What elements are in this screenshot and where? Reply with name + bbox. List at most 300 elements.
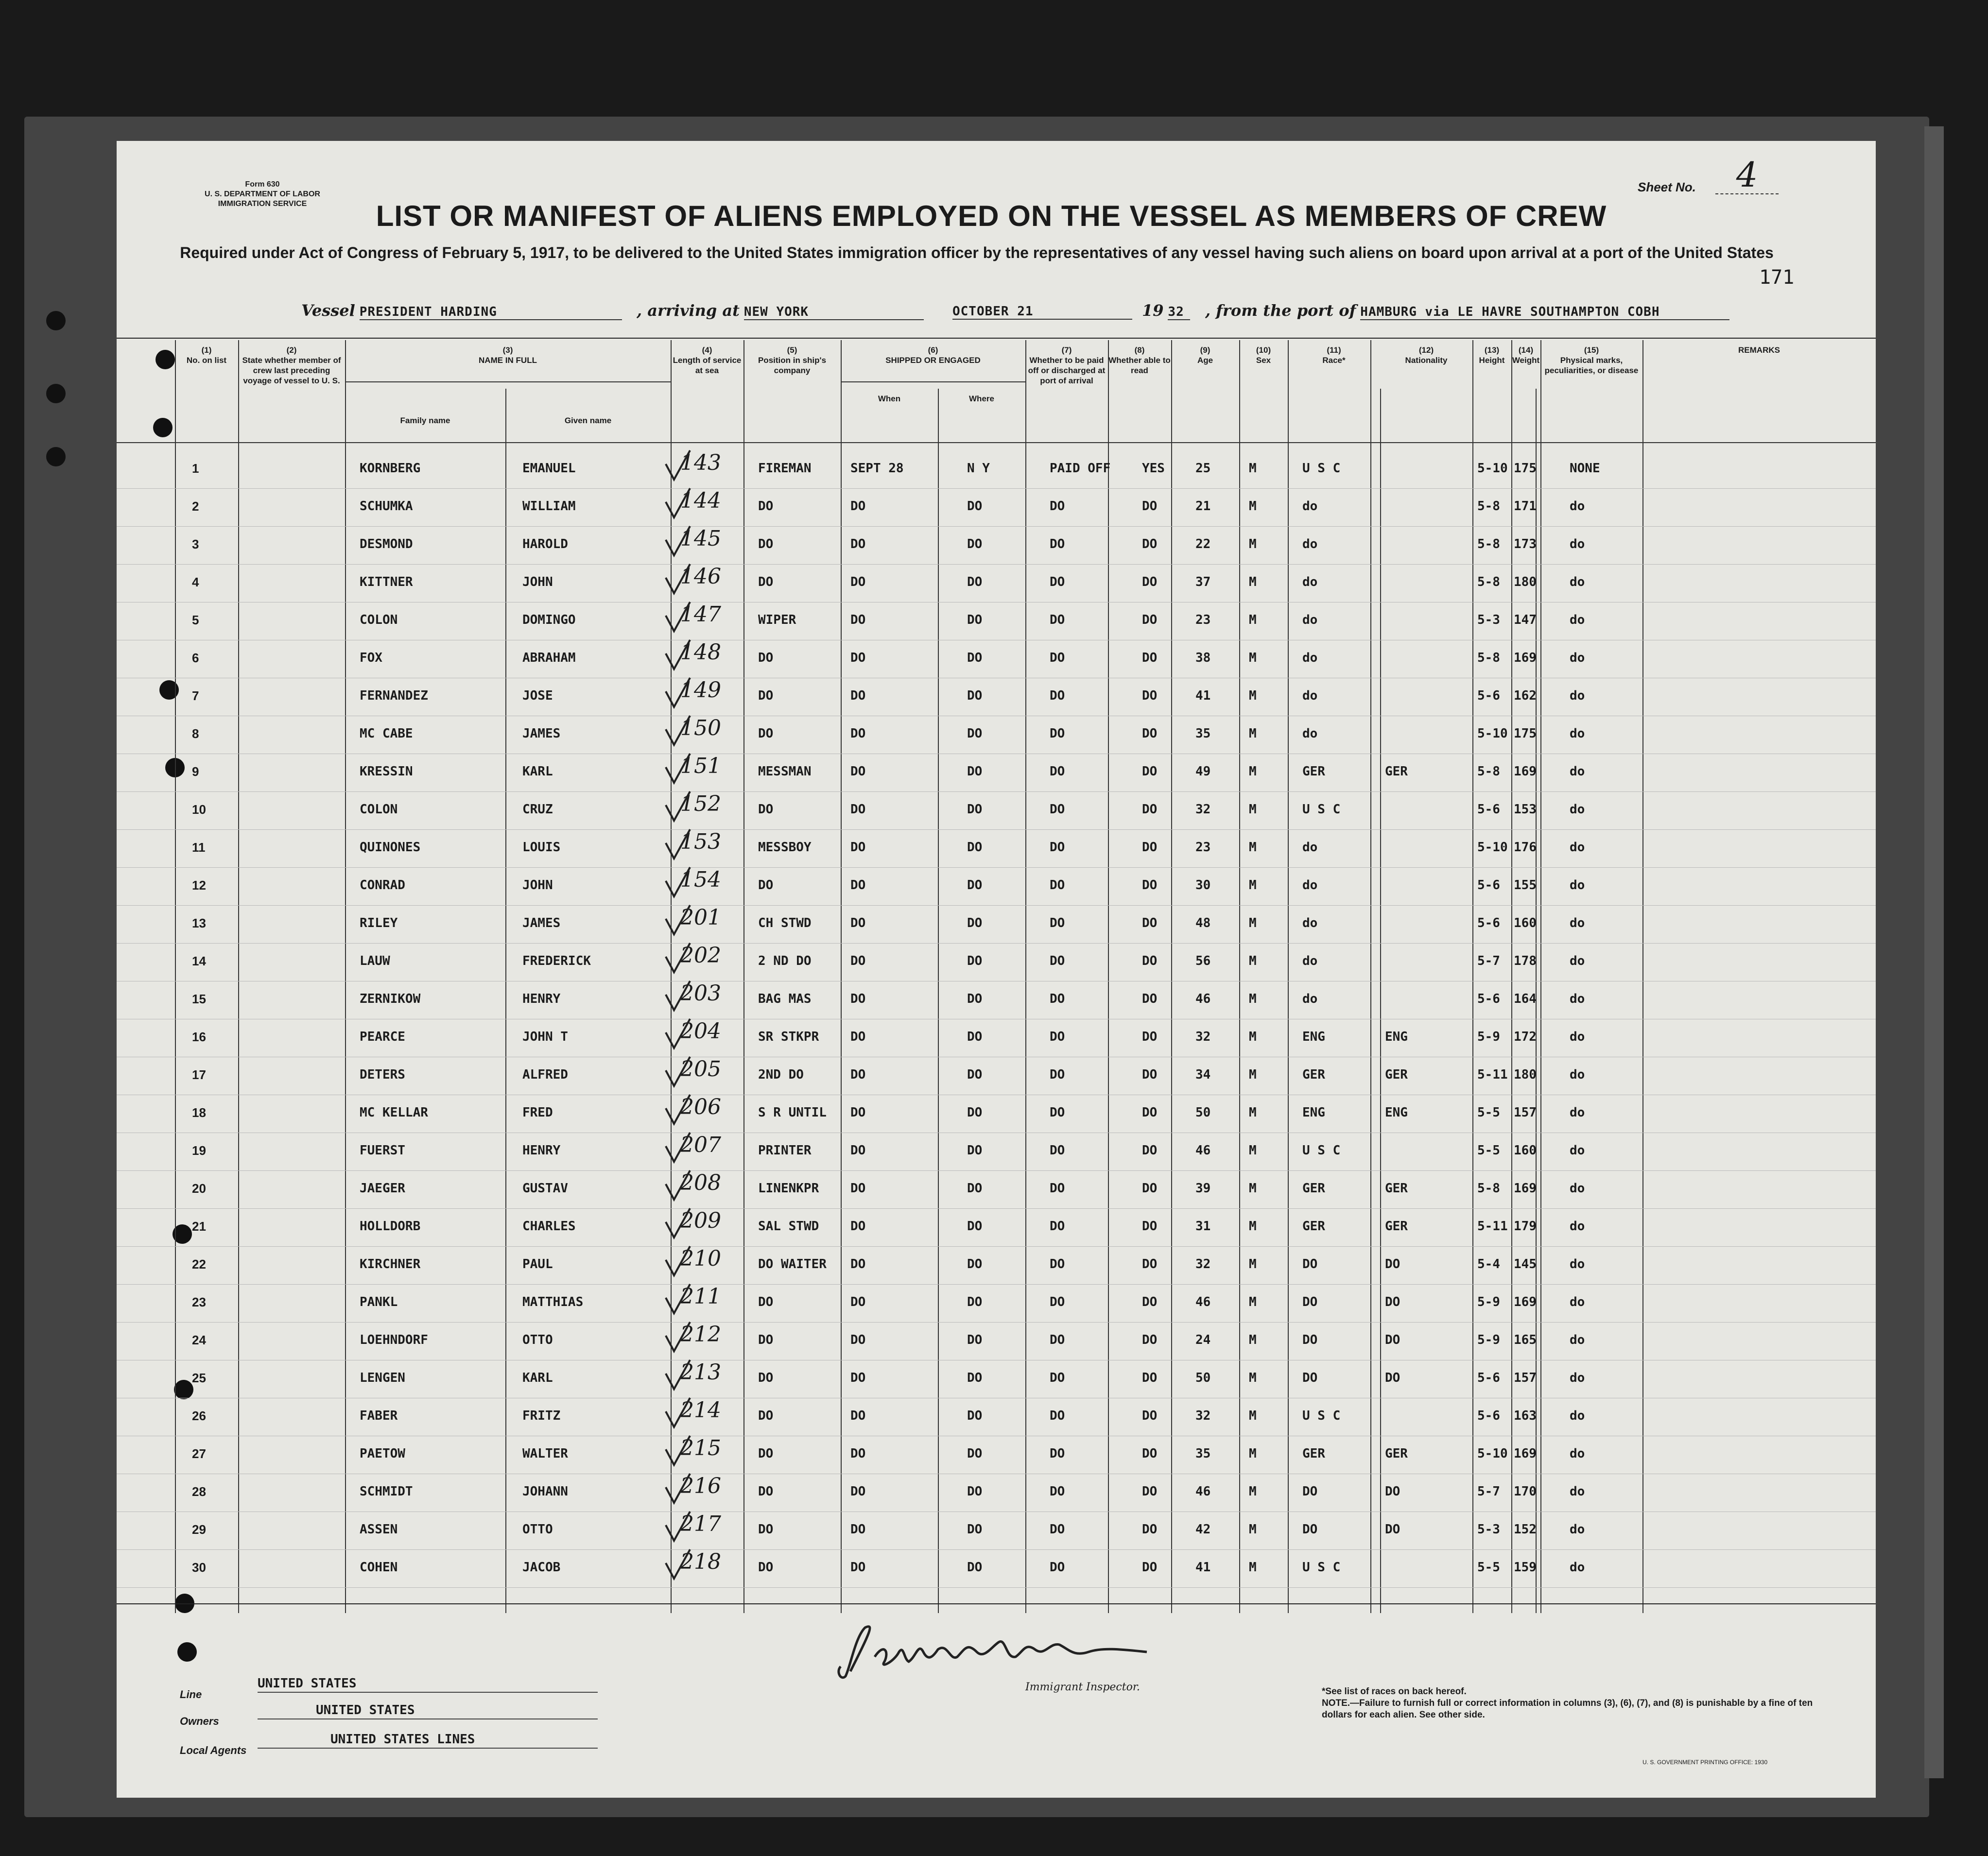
cell-height: 5-10 <box>1477 726 1508 741</box>
backing-edge <box>1924 126 1944 1778</box>
cell-when: DO <box>850 764 866 779</box>
cell-position: BAG MAS <box>758 992 812 1006</box>
cell-weight: 180 <box>1514 575 1537 589</box>
cell-no: 26 <box>192 1409 206 1423</box>
column-divider <box>1511 340 1512 1613</box>
header-bottom-rule <box>117 442 1876 443</box>
cell-race: do <box>1302 840 1318 855</box>
cell-age: 46 <box>1195 1484 1211 1499</box>
cell-where: N Y <box>967 461 990 476</box>
cell-family: COLON <box>360 802 398 817</box>
cell-nat: DO <box>1385 1522 1400 1537</box>
cell-height: 5-8 <box>1477 764 1500 779</box>
cell-when: DO <box>850 726 866 741</box>
cell-age: 49 <box>1195 764 1211 779</box>
header-rule <box>117 338 1876 339</box>
cell-when: DO <box>850 688 866 703</box>
cell-marks: do <box>1570 1181 1585 1196</box>
cell-paid: DO <box>1050 1446 1065 1461</box>
column-header: (6) SHIPPED OR ENGAGED <box>885 345 981 365</box>
cell-height: 5-7 <box>1477 1484 1500 1499</box>
cell-no: 11 <box>192 840 206 855</box>
cell-nat: GER <box>1385 1219 1408 1234</box>
cell-given: HAROLD <box>522 537 568 551</box>
cell-sex: M <box>1249 1181 1257 1196</box>
cell-given: JACOB <box>522 1560 561 1575</box>
cell-service: 204 <box>680 1019 721 1044</box>
checkmark-icon <box>663 1283 692 1317</box>
column-divider <box>1472 340 1473 1613</box>
cell-weight: 180 <box>1514 1067 1537 1082</box>
cell-height: 5-9 <box>1477 1030 1500 1044</box>
column-header: (5) Position in ship's company <box>758 345 827 375</box>
cell-marks: do <box>1570 575 1585 589</box>
cell-sex: M <box>1249 1030 1257 1044</box>
cell-no: 24 <box>192 1333 206 1347</box>
cell-paid: DO <box>1050 688 1065 703</box>
cell-position: MESSMAN <box>758 764 812 779</box>
cell-service: 154 <box>680 867 721 892</box>
cell-service: 145 <box>680 526 721 551</box>
cell-service: 205 <box>680 1057 721 1082</box>
cell-age: 23 <box>1195 613 1211 627</box>
cell-age: 35 <box>1195 726 1211 741</box>
checkmark-icon <box>663 1018 692 1052</box>
cell-race: do <box>1302 651 1318 665</box>
cell-no: 4 <box>192 575 199 589</box>
cell-age: 56 <box>1195 954 1211 968</box>
cell-paid: DO <box>1050 1522 1065 1537</box>
cell-height: 5-8 <box>1477 499 1500 514</box>
column-header: (7) Whether to be paid off or discharged at port of arrival <box>1028 345 1106 385</box>
cell-no: 5 <box>192 613 199 627</box>
column-divider <box>345 340 346 1613</box>
cell-no: 8 <box>192 726 199 741</box>
cell-race: GER <box>1302 1181 1325 1196</box>
cell-sex: M <box>1249 764 1257 779</box>
footnote <box>1322 1686 1817 1721</box>
cell-family: JAEGER <box>360 1181 405 1196</box>
cell-where: DO <box>967 802 983 817</box>
cell-read: DO <box>1142 1219 1158 1234</box>
cell-position: DO <box>758 1560 774 1575</box>
column-header: (2) State whether member of crew last preceding voyage of vessel to U. S. <box>242 345 341 385</box>
row-rule <box>117 526 1876 527</box>
cell-where: DO <box>967 954 983 968</box>
row-rule <box>117 1284 1876 1285</box>
cell-read: DO <box>1142 688 1158 703</box>
cell-no: 18 <box>192 1105 206 1120</box>
cell-family: FERNANDEZ <box>360 688 428 703</box>
cell-sex: M <box>1249 1371 1257 1385</box>
cell-position: DO <box>758 878 774 893</box>
cell-when: DO <box>850 1333 866 1347</box>
checkmark-icon <box>663 487 692 521</box>
row-rule <box>117 1587 1876 1588</box>
checkmark-icon <box>663 1435 692 1469</box>
cell-read: DO <box>1142 764 1158 779</box>
column-header: (10) Sex <box>1256 345 1271 365</box>
cell-service: 215 <box>680 1436 721 1461</box>
cell-given: JOHN T <box>522 1030 568 1044</box>
row-rule <box>117 488 1876 489</box>
cell-marks: do <box>1570 1219 1585 1234</box>
cell-read: DO <box>1142 878 1158 893</box>
cell-age: 32 <box>1195 1257 1211 1272</box>
cell-marks: do <box>1570 954 1585 968</box>
cell-paid: DO <box>1050 537 1065 551</box>
cell-service: 153 <box>680 829 721 854</box>
cell-service: 203 <box>680 981 721 1006</box>
cell-given: JOHANN <box>522 1484 568 1499</box>
cell-race: do <box>1302 916 1318 930</box>
cell-marks: do <box>1570 1409 1585 1423</box>
cell-marks: do <box>1570 916 1585 930</box>
cell-height: 5-10 <box>1477 840 1508 855</box>
cell-service: 210 <box>680 1246 721 1271</box>
cell-family: COHEN <box>360 1560 398 1575</box>
checkmark-icon <box>663 1132 692 1166</box>
cell-where: DO <box>967 1333 983 1347</box>
cell-race: U S C <box>1302 1560 1341 1575</box>
cell-where: DO <box>967 878 983 893</box>
cell-family: LOEHNDORF <box>360 1333 428 1347</box>
cell-age: 35 <box>1195 1446 1211 1461</box>
cell-weight: 159 <box>1514 1560 1537 1575</box>
cell-read: DO <box>1142 1484 1158 1499</box>
cell-weight: 175 <box>1514 461 1537 476</box>
row-rule <box>117 791 1876 792</box>
cell-read: YES <box>1142 461 1165 476</box>
cell-sex: M <box>1249 1409 1257 1423</box>
cell-service: 216 <box>680 1474 721 1498</box>
cell-marks: do <box>1570 764 1585 779</box>
agents-value: UNITED STATES LINES <box>258 1732 598 1749</box>
cell-when: DO <box>850 878 866 893</box>
row-rule <box>117 1322 1876 1323</box>
cell-weight: 169 <box>1514 1446 1537 1461</box>
cell-service: 213 <box>680 1360 721 1385</box>
cell-no: 30 <box>192 1560 206 1575</box>
cell-paid: DO <box>1050 1181 1065 1196</box>
cell-read: DO <box>1142 651 1158 665</box>
binder-hole <box>46 311 66 330</box>
cell-where: DO <box>967 764 983 779</box>
column-divider <box>1370 340 1371 1613</box>
cell-weight: 157 <box>1514 1105 1537 1120</box>
cell-given: MATTHIAS <box>522 1295 584 1309</box>
cell-height: 5-7 <box>1477 954 1500 968</box>
cell-paid: DO <box>1050 1067 1065 1082</box>
cell-service: 148 <box>680 640 721 665</box>
checkmark-icon <box>663 1056 692 1090</box>
cell-paid: DO <box>1050 1409 1065 1423</box>
cell-paid: DO <box>1050 802 1065 817</box>
cell-race: do <box>1302 575 1318 589</box>
cell-read: DO <box>1142 499 1158 514</box>
cell-read: DO <box>1142 1446 1158 1461</box>
cell-height: 5-6 <box>1477 688 1500 703</box>
column-header: (3) NAME IN FULL <box>479 345 537 365</box>
cell-sex: M <box>1249 1257 1257 1272</box>
cell-marks: do <box>1570 1257 1585 1272</box>
cell-sex: M <box>1249 1484 1257 1499</box>
checkmark-icon <box>663 449 692 483</box>
cell-race: U S C <box>1302 1143 1341 1158</box>
cell-given: KARL <box>522 764 553 779</box>
cell-service: 214 <box>680 1398 721 1423</box>
print-reference: U. S. GOVERNMENT PRINTING OFFICE: 1930 <box>1642 1759 1768 1766</box>
crew-table <box>117 340 1876 1613</box>
cell-given: FREDERICK <box>522 954 591 968</box>
cell-race: ENG <box>1302 1105 1325 1120</box>
cell-sex: M <box>1249 537 1257 551</box>
cell-service: 152 <box>680 791 721 816</box>
cell-when: DO <box>850 1219 866 1234</box>
cell-sex: M <box>1249 651 1257 665</box>
cell-paid: DO <box>1050 1295 1065 1309</box>
column-divider <box>1108 340 1109 1613</box>
cell-family: PANKL <box>360 1295 398 1309</box>
cell-paid: DO <box>1050 992 1065 1006</box>
cell-given: DOMINGO <box>522 613 576 627</box>
column-divider <box>743 340 744 1613</box>
sheet-number-label: Sheet No. <box>1638 180 1696 194</box>
cell-race: GER <box>1302 1067 1325 1082</box>
cell-service: 218 <box>680 1549 721 1574</box>
cell-paid: DO <box>1050 1257 1065 1272</box>
cell-age: 50 <box>1195 1105 1211 1120</box>
binder-hole <box>46 447 66 466</box>
cell-no: 23 <box>192 1295 206 1309</box>
checkmark-icon <box>663 563 692 597</box>
cell-when: DO <box>850 954 866 968</box>
cell-service: 146 <box>680 564 721 589</box>
cell-height: 5-10 <box>1477 1446 1508 1461</box>
page-title: LIST OR MANIFEST OF ALIENS EMPLOYED ON THE VESSEL AS MEMBERS OF CREW <box>376 200 1607 232</box>
cell-race: do <box>1302 726 1318 741</box>
cell-position: DO <box>758 575 774 589</box>
cell-where: DO <box>967 613 983 627</box>
inspector-signature <box>831 1623 1171 1681</box>
cell-read: DO <box>1142 840 1158 855</box>
cell-service: 143 <box>680 450 721 475</box>
cell-position: DO <box>758 1409 774 1423</box>
cell-nat: ENG <box>1385 1030 1408 1044</box>
cell-age: 32 <box>1195 1030 1211 1044</box>
column-header: (12) Nationality <box>1405 345 1448 365</box>
cell-no: 21 <box>192 1219 206 1234</box>
arriving-label: , arriving at <box>637 301 740 320</box>
checkmark-icon <box>663 866 692 900</box>
cell-marks: do <box>1570 1371 1585 1385</box>
cell-when: DO <box>850 1484 866 1499</box>
cell-read: DO <box>1142 613 1158 627</box>
cell-where: DO <box>967 1105 983 1120</box>
cell-age: 31 <box>1195 1219 1211 1234</box>
cell-where: DO <box>967 499 983 514</box>
column-divider <box>505 389 506 1613</box>
checkmark-icon <box>663 639 692 673</box>
cell-marks: do <box>1570 651 1585 665</box>
cell-race: do <box>1302 613 1318 627</box>
cell-race: GER <box>1302 1219 1325 1234</box>
cell-weight: 165 <box>1514 1333 1537 1347</box>
row-rule <box>117 829 1876 830</box>
cell-marks: do <box>1570 1333 1585 1347</box>
cell-where: DO <box>967 1371 983 1385</box>
cell-height: 5-8 <box>1477 537 1500 551</box>
cell-where: DO <box>967 1257 983 1272</box>
cell-read: DO <box>1142 1522 1158 1537</box>
cell-paid: DO <box>1050 1333 1065 1347</box>
cell-given: OTTO <box>522 1522 553 1537</box>
cell-age: 48 <box>1195 916 1211 930</box>
cell-family: HOLLDORB <box>360 1219 421 1234</box>
cell-position: DO <box>758 1295 774 1309</box>
cell-when: DO <box>850 802 866 817</box>
cell-weight: 169 <box>1514 651 1537 665</box>
cell-age: 25 <box>1195 461 1211 476</box>
cell-given: HENRY <box>522 992 561 1006</box>
cell-paid: DO <box>1050 954 1065 968</box>
cell-marks: do <box>1570 992 1585 1006</box>
cell-given: EMANUEL <box>522 461 576 476</box>
row-rule <box>117 905 1876 906</box>
column-divider <box>1171 340 1172 1613</box>
cell-nat: ENG <box>1385 1105 1408 1120</box>
cell-when: DO <box>850 1409 866 1423</box>
checkmark-icon <box>663 828 692 862</box>
checkmark-icon <box>663 1245 692 1279</box>
cell-no: 14 <box>192 954 206 968</box>
vessel-name: PRESIDENT HARDING <box>360 305 622 320</box>
cell-no: 10 <box>192 802 206 817</box>
cell-family: ASSEN <box>360 1522 398 1537</box>
cell-sex: M <box>1249 726 1257 741</box>
checkmark-icon <box>663 601 692 635</box>
cell-given: LOUIS <box>522 840 561 855</box>
cell-when: DO <box>850 1257 866 1272</box>
cell-age: 32 <box>1195 802 1211 817</box>
cell-age: 21 <box>1195 499 1211 514</box>
cell-sex: M <box>1249 1522 1257 1537</box>
cell-age: 46 <box>1195 1295 1211 1309</box>
cell-service: 209 <box>680 1208 721 1233</box>
cell-no: 15 <box>192 992 206 1006</box>
cell-when: DO <box>850 1067 866 1082</box>
cell-where: DO <box>967 537 983 551</box>
cell-paid: DO <box>1050 1105 1065 1120</box>
column-header: Family name <box>400 416 450 425</box>
cell-given: KARL <box>522 1371 553 1385</box>
cell-nat: GER <box>1385 1067 1408 1082</box>
binder-hole <box>46 384 66 403</box>
cell-when: DO <box>850 575 866 589</box>
cell-height: 5-8 <box>1477 575 1500 589</box>
cell-race: ENG <box>1302 1030 1325 1044</box>
cell-age: 23 <box>1195 840 1211 855</box>
cell-paid: DO <box>1050 726 1065 741</box>
cell-weight: 155 <box>1514 878 1537 893</box>
cell-family: QUINONES <box>360 840 421 855</box>
cell-service: 150 <box>680 716 721 740</box>
cell-paid: DO <box>1050 916 1065 930</box>
cell-position: DO <box>758 726 774 741</box>
cell-given: OTTO <box>522 1333 553 1347</box>
cell-height: 5-3 <box>1477 1522 1500 1537</box>
cell-age: 39 <box>1195 1181 1211 1196</box>
cell-no: 6 <box>192 651 199 665</box>
cell-when: DO <box>850 613 866 627</box>
column-divider <box>1380 389 1381 1613</box>
cell-position: DO <box>758 1484 774 1499</box>
cell-no: 1 <box>192 461 199 476</box>
cell-marks: do <box>1570 1295 1585 1309</box>
cell-weight: 152 <box>1514 1522 1537 1537</box>
cell-family: KIRCHNER <box>360 1257 421 1272</box>
inspector-label: Immigrant Inspector. <box>1025 1681 1140 1693</box>
cell-marks: do <box>1570 1030 1585 1044</box>
cell-sex: M <box>1249 1105 1257 1120</box>
cell-position: DO <box>758 688 774 703</box>
arrival-year: 32 <box>1168 305 1190 320</box>
arrival-date: OCTOBER 21 <box>952 304 1132 320</box>
cell-position: CH STWD <box>758 916 812 930</box>
checkmark-icon <box>663 1511 692 1545</box>
cell-paid: DO <box>1050 840 1065 855</box>
cell-height: 5-6 <box>1477 916 1500 930</box>
cell-read: DO <box>1142 537 1158 551</box>
cell-read: DO <box>1142 1067 1158 1082</box>
cell-marks: do <box>1570 1446 1585 1461</box>
cell-given: CRUZ <box>522 802 553 817</box>
cell-nat: DO <box>1385 1333 1400 1347</box>
cell-weight: 157 <box>1514 1371 1537 1385</box>
cell-position: DO <box>758 651 774 665</box>
cell-family: DETERS <box>360 1067 405 1082</box>
cell-paid: DO <box>1050 1371 1065 1385</box>
cell-race: do <box>1302 537 1318 551</box>
cell-read: DO <box>1142 1143 1158 1158</box>
owners-value: UNITED STATES <box>258 1703 598 1719</box>
cell-no: 7 <box>192 688 199 703</box>
cell-family: LAUW <box>360 954 390 968</box>
owners-label: Owners <box>180 1715 219 1727</box>
cell-given: FRITZ <box>522 1409 561 1423</box>
cell-position: MESSBOY <box>758 840 812 855</box>
race-note: *See list of races on back hereof. <box>1322 1686 1467 1697</box>
cell-weight: 169 <box>1514 764 1537 779</box>
cell-age: 22 <box>1195 537 1211 551</box>
cell-race: DO <box>1302 1295 1318 1309</box>
cell-given: FRED <box>522 1105 553 1120</box>
cell-read: DO <box>1142 1030 1158 1044</box>
cell-sex: M <box>1249 878 1257 893</box>
signature-text: John Wallace <box>1001 1663 1033 1668</box>
cell-weight: 164 <box>1514 992 1537 1006</box>
cell-given: WILLIAM <box>522 499 576 514</box>
origin-port: HAMBURG via LE HAVRE SOUTHAMPTON COBH <box>1360 305 1729 320</box>
cell-sex: M <box>1249 499 1257 514</box>
cell-height: 5-10 <box>1477 461 1508 476</box>
cell-age: 41 <box>1195 688 1211 703</box>
cell-read: DO <box>1142 1371 1158 1385</box>
cell-read: DO <box>1142 1181 1158 1196</box>
cell-paid: DO <box>1050 613 1065 627</box>
cell-service: 207 <box>680 1133 721 1157</box>
cell-no: 17 <box>192 1067 206 1082</box>
